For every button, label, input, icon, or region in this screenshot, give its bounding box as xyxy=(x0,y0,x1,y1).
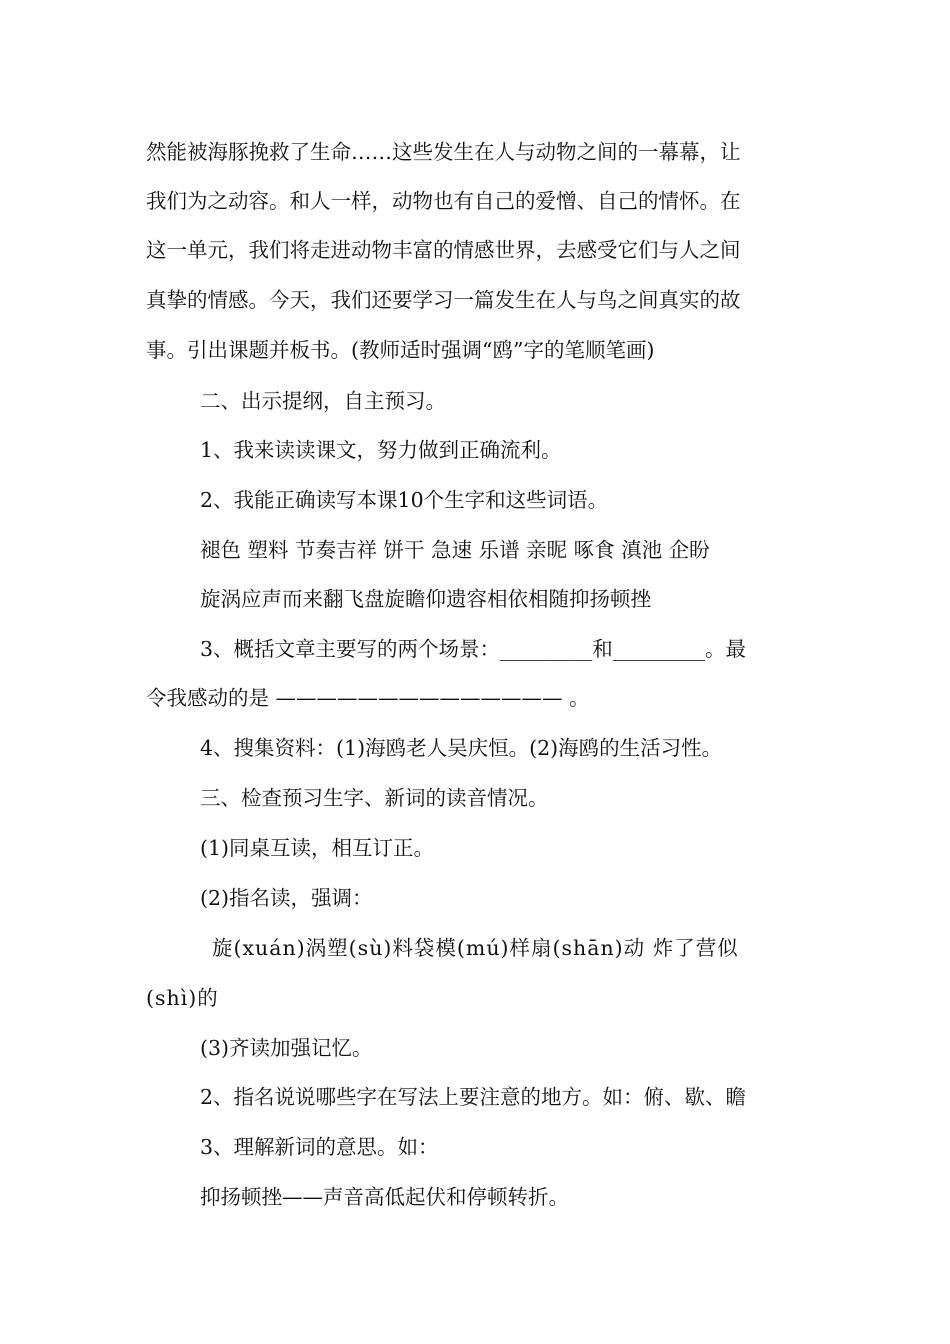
pinyin-line: 旋(xuán)涡塑(sù)料袋模(mú)样扇(shān)动 炸了营似 xyxy=(212,936,739,960)
list-item-continuation: 令我感动的是 —————————————— 。 xyxy=(146,686,590,710)
step-item: (1)同桌互读，相互订正。 xyxy=(200,836,435,860)
step-item: (2)指名读，强调： xyxy=(200,886,373,910)
list-item: 2、我能正确读写本课10个生字和这些词语。 xyxy=(200,488,609,512)
step-item: (3)齐读加强记忆。 xyxy=(200,1036,373,1060)
paragraph-line: 这一单元，我们将走进动物丰富的情感世界，去感受它们与人之间 xyxy=(146,238,741,262)
definition-line: 抑扬顿挫——声音高低起伏和停顿转折。 xyxy=(200,1185,569,1209)
list-item: 3、理解新词的意思。如： xyxy=(200,1135,439,1159)
section-heading: 二、出示提纲，自主预习。 xyxy=(200,389,446,413)
list-item: 3、概括文章主要写的两个场景：_________和_________。最 xyxy=(200,637,747,661)
paragraph-line: 真挚的情感。今天，我们还要学习一篇发生在人与鸟之间真实的故 xyxy=(146,288,741,312)
vocabulary-line: 褪色 塑料 节奏吉祥 饼干 急速 乐谱 亲昵 啄食 滇池 企盼 xyxy=(200,538,710,562)
paragraph-line: 然能被海豚挽救了生命……这些发生在人与动物之间的一幕幕，让 xyxy=(146,140,741,164)
pinyin-line: (shì)的 xyxy=(146,986,219,1010)
list-item: 2、指名说说哪些字在写法上要注意的地方。如：俯、歇、瞻 xyxy=(200,1085,747,1109)
vocabulary-line: 旋涡应声而来翻飞盘旋瞻仰遗容相依相随抑扬顿挫 xyxy=(200,587,651,611)
section-heading: 三、检查预习生字、新词的读音情况。 xyxy=(200,786,549,810)
paragraph-line: 我们为之动容。和人一样，动物也有自己的爱憎、自己的情怀。在 xyxy=(146,189,741,213)
paragraph-line: 事。引出课题并板书。(教师适时强调“鸥”字的笔顺笔画) xyxy=(146,338,655,362)
list-item: 4、搜集资料：(1)海鸥老人吴庆恒。(2)海鸥的生活习性。 xyxy=(200,736,723,760)
list-item: 1、我来读读课文，努力做到正确流利。 xyxy=(200,438,562,462)
